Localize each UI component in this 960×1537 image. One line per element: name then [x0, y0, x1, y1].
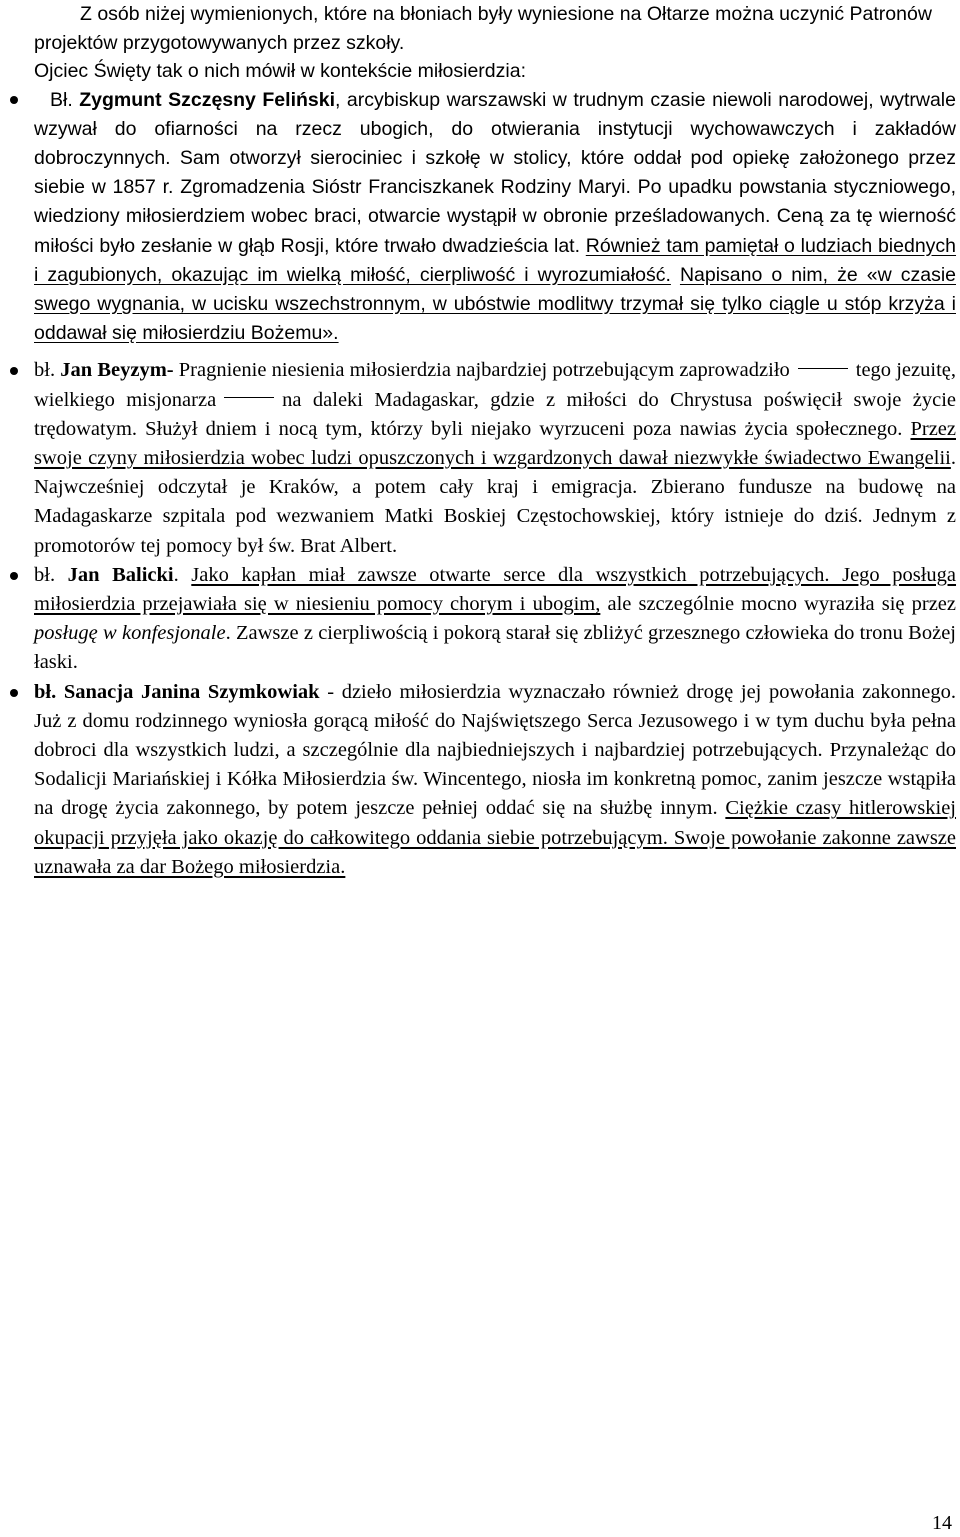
page-number: 14	[932, 1512, 952, 1534]
item-underlined-text: Przez swoje czyny miłosierdzia wobec ludzi opuszczonych i wzgardzonych dawał niezwykłe świadectwo Ewangelii	[34, 417, 956, 469]
item-text: , arcybiskup warszawski w trudnym czasie niewoli narodowej, wytrwale wzywał do ofiarności na rzecz ubogich, do otwierania instytucji wychowawczych i zakładów dobroczynnych.	[34, 88, 956, 169]
item-text: tego jezuitę, wielkiego misjonarza	[34, 359, 956, 411]
item-name: Zygmunt Szczęsny Feliński	[79, 88, 335, 111]
item-text: . Najwcześniej odczytał je Kraków, a potem cały kraj i emigracja. Zbierano fundusze na budowę na Madagaskarze szpitala pod wezwaniem Matki Boskiej Częstochowskiej, który istnieje do dziś. Jednym z promotorów tej pomocy był św. Brat Albert.	[34, 446, 956, 557]
dash-line	[224, 397, 274, 398]
bullet-icon	[10, 689, 18, 697]
list-item-szymkowiak	[34, 678, 956, 882]
intro-line-2: Ojciec Święty tak o nich mówił w kontekście miłosierdzia:	[34, 60, 526, 82]
item-text: . Zawsze z cierpliwością i pokorą starał się zbliżyć grzesznego człowieka do tronu Bożej łaski.	[34, 622, 956, 674]
item-prefix: Bł.	[50, 88, 80, 111]
item-name: Jan Beyzym-	[60, 359, 174, 382]
bullet-icon	[10, 367, 18, 375]
item-name: bł. Sanacja Janina Szymkowiak	[34, 680, 320, 703]
intro-paragraph	[34, 0, 956, 86]
item-text: - dzieło miłosierdzia wyznaczało również drogę jej powołania zakonnego. Już z domu rodzinnego wyniosła gorącą miłość do Najświętszego Serca Jezusowego i w tym duchu była pełna dobroci dla wszystkich ludzi, a szczególnie dla najbiedniejszych i najbardziej potrzebujących. Przynależąc do Sodalicji Mariańskiej i Kółka Miłosierdzia św. Wincentego, niosła im konkretną pomoc, zanim jeszcze wstąpiła na drogę życia zakonnego, by potem jeszcze pełniej oddać się na służbę innym.	[34, 680, 956, 820]
document-page	[34, 0, 956, 882]
item-prefix: bł.	[34, 563, 68, 586]
item-text: ale szczególnie mocno wyraziła się przez	[600, 592, 957, 615]
patron-list	[34, 86, 956, 882]
item-underlined-text: Jako kapłan miał zawsze otwarte serce dla wszystkich potrzebujących. Jego posługa miłosierdzia przejawiała się w niesieniu pomocy chorym i ubogim,	[34, 563, 957, 615]
item-text: Sam otworzył sierociniec i szkołę w stolicy, które oddał pod opiekę założonego przez siebie w 1857 r. Zgromadzenia Sióstr Franciszkanek Rodziny Maryi. Po upadku powstania styczniowego, wiedziony miłosierdziem wobec braci, otwarcie wystąpił w obronie prześladowanych. Ceną za tę wierność miłości było zesłanie w głąb Rosji, które trwało dwadzieścia lat.	[34, 146, 956, 257]
item-underlined-text: Ciężkie czasy hitlerowskiej okupacji przyjęła jako okazję do całkowitego oddania siebie potrzebującym. Swoje powołanie zakonne zawsze uznawała za dar Bożego miłosierdzia.	[34, 797, 956, 878]
item-name: Jan Balicki	[67, 563, 174, 586]
item-text: .	[173, 563, 192, 586]
item-italic-text: posługę w konfesjonale	[34, 622, 226, 645]
dash-line	[798, 368, 848, 369]
list-item-felinski	[34, 86, 956, 349]
item-text: na daleki Madagaskar, gdzie z miłości do Chrystusa poświęcił swoje życie trędowatym. Służył dniem i nocą tym, którzy byli niejako wyrzuceni poza nawias życia społecznego.	[34, 388, 956, 440]
item-prefix: bł.	[34, 359, 61, 382]
bullet-icon	[10, 96, 18, 104]
intro-line-1: Z osób niżej wymienionych, które na błoniach były wyniesione na Ołtarze można uczynić Patronów projektów przygotowywanych przez szkoły.	[34, 3, 932, 54]
bullet-icon	[10, 572, 18, 580]
list-item-balicki	[34, 561, 956, 678]
item-underlined-text: Również tam pamiętał o ludziach biednych i zagubionych, okazując im wielką miłość, cierpliwość i wyrozumiałość.	[34, 234, 957, 286]
list-item-beyzym	[34, 356, 956, 560]
item-text: Pragnienie niesienia miłosierdzia najbardziej potrzebującym zaprowadziło	[173, 359, 790, 382]
item-underlined-text: Napisano o nim, że «w czasie swego wygnania, w ucisku wszechstronnym, w ubóstwie modlitwy trzymał się tylko ciągle u stóp krzyża i oddawał się miłosierdziu Bożemu».	[34, 263, 956, 345]
